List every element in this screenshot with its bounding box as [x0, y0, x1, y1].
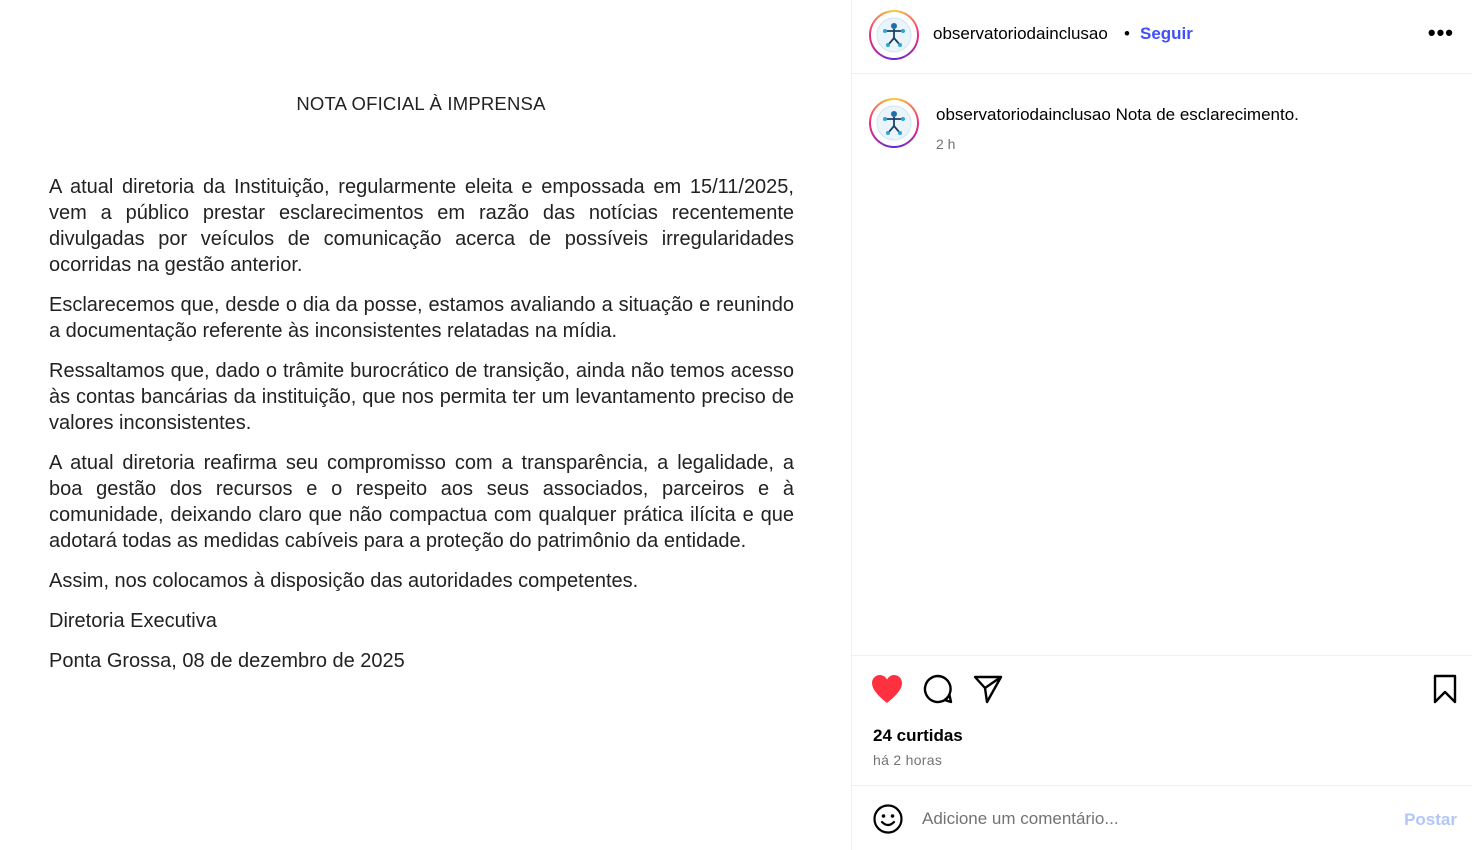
emoji-button[interactable] — [872, 803, 904, 835]
document-date: Ponta Grossa, 08 de dezembro de 2025 — [49, 650, 405, 672]
separator-dot: • — [1124, 24, 1130, 43]
post-timestamp[interactable]: há 2 horas — [873, 752, 943, 768]
comment-input[interactable] — [922, 804, 1382, 834]
document-paragraph: A atual diretoria reafirma seu compromisso com a transparência, a legalidade, a boa gestão dos recursos e o respeito aos seus associados, parceiros e à comunidade, deixando claro que não compactua com qualquer prática ilícita e que adotará todas as medidas cabíveis para a proteção do patrimônio da entidade. — [49, 452, 794, 552]
document-body — [49, 174, 794, 688]
caption-username-link[interactable]: observatoriodainclusao — [936, 105, 1111, 124]
likes-count[interactable]: 24 curtidas — [873, 726, 963, 745]
heart-icon — [871, 674, 903, 704]
post-header — [852, 0, 1472, 74]
post-actions — [852, 655, 1472, 785]
document-paragraph: Assim, nos colocamos à disposição das autoridades competentes. — [49, 570, 639, 592]
document-paragraph: A atual diretoria da Instituição, regularmente eleita e empossada em 15/11/2025, vem a público prestar esclarecimentos em razão das notícias recentemente divulgadas por veículos de comunicação acerca de possíveis irregularidades ocorridas na gestão anterior. — [49, 176, 794, 276]
send-icon — [973, 674, 1003, 704]
follow-button[interactable]: Seguir — [1140, 24, 1193, 43]
document-signature: Diretoria Executiva — [49, 610, 217, 632]
caption-text — [936, 105, 1299, 125]
comment-button[interactable] — [921, 672, 955, 706]
comment-composer — [852, 785, 1472, 850]
document-title: NOTA OFICIAL À IMPRENSA — [296, 93, 546, 114]
avatar[interactable] — [869, 98, 919, 148]
accessibility-logo-icon — [874, 15, 914, 55]
accessibility-logo-icon — [874, 103, 914, 143]
document-paragraph: Esclarecemos que, desde o dia da posse, estamos avaliando a situação e reunindo a documentação referente às inconsistentes relatadas na mídia. — [49, 294, 794, 342]
post-comment-button[interactable]: Postar — [1404, 810, 1457, 829]
smiley-face-icon — [872, 803, 904, 835]
caption-body: Nota de esclarecimento. — [1115, 105, 1299, 124]
document-paragraph: Ressaltamos que, dado o trâmite burocrático de transição, ainda não temos acesso às contas bancárias da instituição, que nos permita ter um levantamento preciso de valores inconsistentes. — [49, 360, 794, 434]
bookmark-icon — [1432, 674, 1458, 704]
username-link[interactable]: observatoriodainclusao — [933, 24, 1108, 43]
more-options-icon[interactable]: ••• — [1427, 20, 1454, 45]
caption-timestamp[interactable]: 2 h — [936, 136, 956, 152]
save-button[interactable] — [1428, 672, 1462, 706]
post-sidebar — [851, 0, 1472, 850]
comment-bubble-icon — [923, 674, 953, 704]
share-button[interactable] — [971, 672, 1005, 706]
avatar[interactable] — [869, 10, 919, 60]
like-button[interactable] — [870, 672, 904, 706]
